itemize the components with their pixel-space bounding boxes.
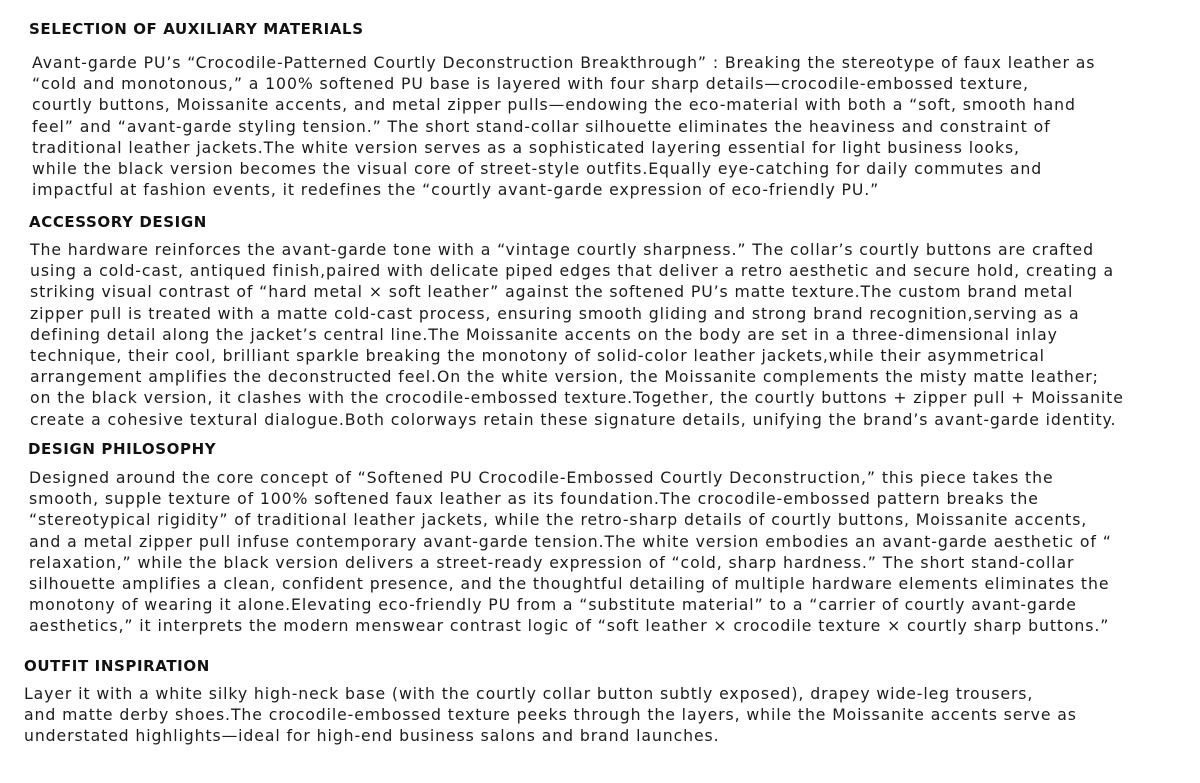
section-heading: OUTFIT INSPIRATION xyxy=(24,657,210,675)
text-line: and a metal zipper pull infuse contemporary avant-garde tension.The white version embodies an avant-garde aesthetic of “ xyxy=(29,531,1112,551)
section-paragraph xyxy=(32,52,1095,200)
section-heading: SELECTION OF AUXILIARY MATERIALS xyxy=(29,20,364,38)
text-line: aesthetics,” it interprets the modern menswear contrast logic of “soft leather × crocodile texture × courtly sharp buttons.” xyxy=(29,616,1110,636)
section-auxiliary-materials xyxy=(29,20,1095,200)
text-line: smooth, supple texture of 100% softened faux leather as its foundation.The crocodile-embossed pattern breaks the xyxy=(29,489,1039,509)
text-line: silhouette amplifies a clean, confident presence, and the thoughtful detailing of multiple hardware elements eliminates the xyxy=(29,574,1110,594)
section-paragraph xyxy=(30,239,1124,430)
text-line: defining detail along the jacket’s central line.The Moissanite accents on the body are set in a three-dimensional inlay xyxy=(30,324,1058,344)
text-line: impactful at fashion events, it redefines the “courtly avant-garde expression of eco-friendly PU.” xyxy=(32,180,880,200)
text-line: on the black version, it clashes with the crocodile-embossed texture.Together, the courtly buttons + zipper pull + Moissanite xyxy=(30,388,1124,408)
text-line: understated highlights—ideal for high-end business salons and brand launches. xyxy=(24,726,720,746)
section-heading: DESIGN PHILOSOPHY xyxy=(28,440,217,458)
text-line: using a cold-cast, antiqued finish,paired with delicate piped edges that deliver a retro aesthetic and secure hold, creating a xyxy=(30,261,1114,281)
text-line: “cold and monotonous,” a 100% softened PU base is layered with four sharp details—crocodile-embossed texture, xyxy=(32,74,1029,94)
section-paragraph xyxy=(29,467,1112,637)
text-line: courtly buttons, Moissanite accents, and metal zipper pulls—endowing the eco-material with both a “soft, smooth hand xyxy=(32,95,1076,115)
text-line: striking visual contrast of “hard metal × soft leather” against the softened PU’s matte texture.The custom brand metal xyxy=(30,282,1074,302)
section-outfit-inspiration xyxy=(24,657,1077,747)
text-line: technique, their cool, brilliant sparkle breaking the monotony of solid-color leather jackets,while their asymmetrical xyxy=(30,346,1045,366)
text-line: arrangement amplifies the deconstructed feel.On the white version, the Moissanite complements the misty matte leather; xyxy=(30,367,1099,387)
text-line: feel” and “avant-garde styling tension.” The short stand-collar silhouette eliminates the heaviness and constraint of xyxy=(32,116,1051,136)
text-line: Layer it with a white silky high-neck base (with the courtly collar button subtly exposed), drapey wide-leg trousers, xyxy=(24,684,1034,703)
section-paragraph xyxy=(24,683,1077,747)
text-line: Avant-garde PU’s “Crocodile-Patterned Courtly Deconstruction Breakthrough” : Breaking the stereotype of faux leather as xyxy=(32,53,1096,72)
text-line: Designed around the core concept of “Softened PU Crocodile-Embossed Courtly Deconstruction,” this piece takes the xyxy=(29,468,1054,487)
text-line: traditional leather jackets.The white version serves as a sophisticated layering essential for light business looks, xyxy=(32,137,1020,157)
text-line: zipper pull is treated with a matte cold-cast process, ensuring smooth gliding and strong brand recognition,serving as a xyxy=(30,303,1080,323)
text-line: “stereotypical rigidity” of traditional leather jackets, while the retro-sharp details of courtly buttons, Moissanite accents, xyxy=(29,510,1088,530)
section-accessory-design xyxy=(29,213,1124,430)
text-line: while the black version becomes the visual core of street-style outfits.Equally eye-catching for daily commutes and xyxy=(32,159,1043,179)
text-line: and matte derby shoes.The crocodile-embossed texture peeks through the layers, while the Moissanite accents serve as xyxy=(24,705,1077,725)
text-line: monotony of wearing it alone.Elevating eco-friendly PU from a “substitute material” to a “carrier of courtly avant-garde xyxy=(29,595,1077,615)
section-design-philosophy xyxy=(28,440,1112,637)
text-line: relaxation,” while the black version delivers a street-ready expression of “cold, sharp hardness.” The short stand-collar xyxy=(29,552,1075,572)
section-heading: ACCESSORY DESIGN xyxy=(29,213,207,231)
text-line: The hardware reinforces the avant-garde tone with a “vintage courtly sharpness.” The collar’s courtly buttons are crafted xyxy=(30,240,1094,259)
text-line: create a cohesive textural dialogue.Both colorways retain these signature details, unifying the brand’s avant-garde identity. xyxy=(30,409,1117,429)
